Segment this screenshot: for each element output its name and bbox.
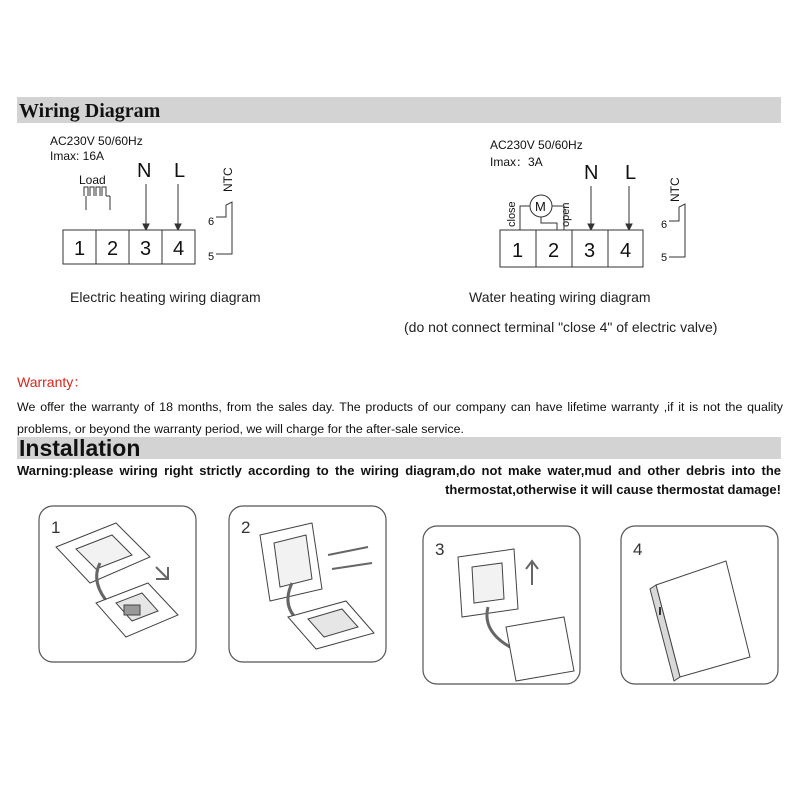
installation-warning: Warning:please wiring right strictly according to the wiring diagram,do not make water,mud and other debris into the thermostat,otherwise it will cause thermostat damage!	[17, 463, 781, 497]
water-imax-label: Imax：3A	[490, 155, 543, 169]
water-wiring-diagram	[485, 130, 725, 280]
step-4-number: 4	[633, 540, 643, 559]
installation-step-4	[620, 525, 780, 687]
step-2-number: 2	[241, 518, 251, 537]
electric-ntc-pin-6: 6	[208, 216, 215, 228]
water-supply-label: AC230V 50/60Hz	[490, 138, 583, 152]
valve-close-label: close	[506, 201, 518, 227]
electric-ntc-label: NTC	[221, 167, 235, 192]
installation-step-1	[38, 505, 198, 665]
step-1-number: 1	[51, 518, 61, 537]
water-terminal-3: 3	[584, 240, 596, 262]
water-terminal-1: 1	[512, 240, 524, 262]
wiring-diagram-title: Wiring Diagram	[19, 100, 161, 122]
water-ntc-pin-5: 5	[661, 252, 668, 264]
valve-open-label: open	[560, 202, 572, 227]
water-valve-note: (do not connect terminal "close 4" of electric valve)	[404, 319, 718, 335]
electric-l-label: L	[174, 160, 186, 182]
electric-ntc-sensor-icon	[216, 202, 232, 254]
installation-step-2	[228, 505, 388, 665]
electric-terminal-3: 3	[140, 238, 152, 260]
step-3-number: 3	[435, 540, 445, 559]
water-ntc-label: NTC	[668, 177, 682, 202]
water-n-label: N	[584, 162, 599, 184]
water-l-label: L	[625, 162, 637, 184]
water-terminal-2: 2	[548, 240, 560, 262]
electric-ntc-pin-5: 5	[208, 251, 215, 263]
installation-title: Installation	[19, 435, 141, 461]
electric-n-label: N	[137, 160, 152, 182]
electric-supply-wires	[143, 184, 181, 230]
electric-load-label: Load	[79, 173, 106, 187]
electric-caption: Electric heating wiring diagram	[70, 289, 261, 305]
electric-supply-label: AC230V 50/60Hz	[50, 134, 143, 148]
warranty-heading: Warranty：	[17, 374, 88, 390]
valve-motor-label: M	[535, 199, 546, 214]
water-ntc-sensor-icon	[669, 204, 685, 257]
electric-terminal-1: 1	[74, 238, 86, 260]
electric-imax-label: Imax: 16A	[50, 149, 105, 163]
installation-step-3	[422, 525, 582, 687]
heating-load-icon	[84, 187, 110, 210]
water-caption: Water heating wiring diagram	[469, 289, 651, 305]
electric-wiring-diagram	[50, 130, 310, 280]
water-ntc-pin-6: 6	[661, 219, 668, 231]
electric-terminal-2: 2	[107, 238, 119, 260]
electric-terminal-4: 4	[173, 238, 185, 260]
warranty-text: We offer the warranty of 18 months, from the sales day. The products of our company can have lifetime warranty ,if it is not the quality problems, or beyond the warranty period, we will charge for the after-sale service.	[17, 400, 783, 436]
water-terminal-4: 4	[620, 240, 632, 262]
